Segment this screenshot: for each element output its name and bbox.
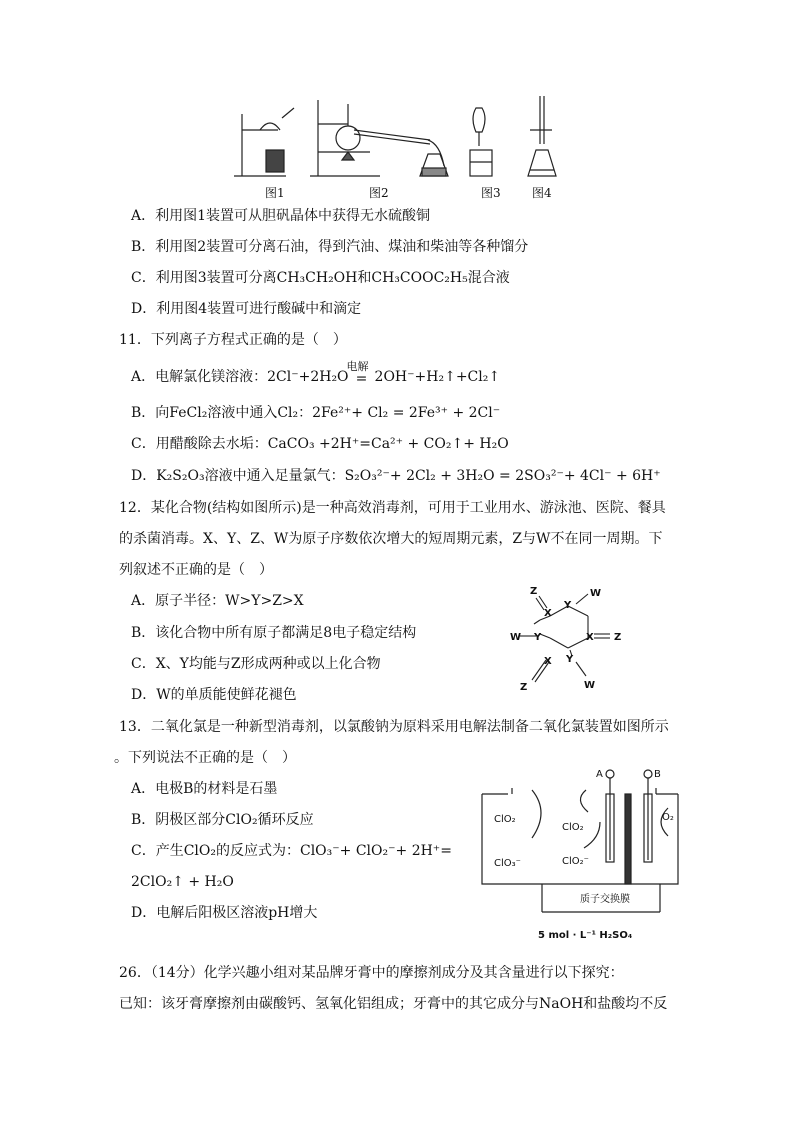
figure-caption-1: 图1 bbox=[265, 186, 285, 200]
q13-stem-line2: 。下列说法不正确的是（ ） bbox=[114, 750, 296, 766]
electrode-b-label: B bbox=[654, 769, 661, 780]
q13-stem-line1: 13．二氧化氯是一种新型消毒剂，以氯酸钠为原料采用电解法制备二氧化氯装置如图所示 bbox=[119, 719, 669, 735]
q11-option-a-prefix: A．电解氯化镁溶液：2Cl⁻+2H₂O bbox=[131, 369, 349, 385]
o2-label: O₂ bbox=[662, 812, 674, 823]
q13-option-b: B．阴极区部分ClO₂循环反应 bbox=[131, 812, 314, 828]
atom-w-bottom: W bbox=[584, 680, 596, 691]
atom-w-top: W bbox=[590, 588, 602, 599]
q10-option-a: A．利用图1装置可从胆矾晶体中获得无水硫酸铜 bbox=[131, 208, 431, 224]
q10-option-d: D．利用图4装置可进行酸碱中和滴定 bbox=[131, 301, 362, 317]
electrolysis-label: 电解 bbox=[346, 360, 369, 373]
figure-caption-3: 图3 bbox=[481, 186, 501, 200]
q11-option-a-suffix: 2OH⁻+H₂↑+Cl₂↑ bbox=[374, 369, 501, 385]
ring-structure bbox=[502, 586, 632, 696]
q13-option-c: C．产生ClO₂的反应式为：ClO₃⁻+ ClO₂⁻+ 2H⁺= bbox=[131, 843, 452, 859]
q26-line2: 已知：该牙膏摩擦剂由碳酸钙、氢氧化铝组成；牙膏中的其它成分与NaOH和盐酸均不反 bbox=[119, 996, 668, 1012]
clo2-mid-label: ClO₂ bbox=[562, 822, 584, 833]
q11-option-a bbox=[131, 360, 501, 388]
apparatus-figures bbox=[230, 94, 570, 180]
electrode-a-label: A bbox=[596, 769, 603, 780]
q11-option-b: B．向FeCl₂溶液中通入Cl₂：2Fe²⁺+ Cl₂ = 2Fe³⁺ + 2Cl⁻ bbox=[131, 405, 501, 421]
atom-z-right: Z bbox=[614, 632, 622, 643]
q26-line1: 26．（14分）化学兴趣小组对某品牌牙膏中的摩擦剂成分及其含量进行以下探究： bbox=[119, 965, 624, 981]
acid-label: 5 mol · L⁻¹ H₂SO₄ bbox=[538, 930, 633, 941]
q10-option-c: C．利用图3装置可分离CH₃CH₂OH和CH₃COOC₂H₅混合液 bbox=[131, 270, 510, 286]
q12-option-d: D．W的单质能使鲜花褪色 bbox=[131, 687, 297, 703]
membrane-label: 质子交换膜 bbox=[580, 894, 630, 905]
clo3-label: ClO₃⁻ bbox=[494, 858, 521, 869]
atom-y-bottom: Y bbox=[566, 654, 574, 665]
q12-option-c: C．X、Y均能与Z形成两种或以上化合物 bbox=[131, 656, 381, 672]
q11-option-c: C．用醋酸除去水垢：CaCO₃ +2H⁺=Ca²⁺ + CO₂↑+ H₂O bbox=[131, 436, 509, 452]
atom-x-right: X bbox=[586, 632, 594, 643]
atom-x-left: X bbox=[544, 608, 552, 619]
electrolysis-condition bbox=[346, 360, 375, 388]
clo2-left-label: ClO₂ bbox=[494, 814, 516, 825]
q13-option-d: D．电解后阳极区溶液pH增大 bbox=[131, 905, 318, 921]
figure-caption-2: 图2 bbox=[369, 186, 389, 200]
figure-caption-4: 图4 bbox=[532, 186, 552, 200]
q12-stem-line2: 的杀菌消毒。X、Y、Z、W为原子序数依次增大的短周期元素，Z与W不在同一周期。下 bbox=[119, 531, 663, 547]
q11-option-d: D．K₂S₂O₃溶液中通入足量氯气：S₂O₃²⁻+ 2Cl₂ + 3H₂O = 2SO₃²⁻+ 4Cl⁻ + 6H⁺ bbox=[131, 468, 661, 484]
q11-stem: 11．下列离子方程式正确的是（ ） bbox=[119, 332, 347, 348]
q10-option-b: B．利用图2装置可分离石油，得到汽油、煤油和柴油等各种馏分 bbox=[131, 239, 529, 255]
atom-y-top: Y bbox=[564, 600, 572, 611]
q12-stem-line1: 12．某化合物(结构如图所示)是一种高效消毒剂，可用于工业用水、游泳池、医院、餐具 bbox=[119, 500, 666, 516]
atom-y-left: Y bbox=[534, 632, 542, 643]
clo2-minus-label: ClO₂⁻ bbox=[562, 856, 589, 867]
atom-x-bottom: X bbox=[544, 656, 552, 667]
q12-stem-line3: 列叙述不正确的是（ ） bbox=[119, 562, 273, 578]
q12-option-b: B．该化合物中所有原子都满足8电子稳定结构 bbox=[131, 625, 417, 641]
atom-z-top: Z bbox=[530, 586, 538, 597]
q13-option-a: A．电极B的材料是石墨 bbox=[131, 781, 278, 797]
q13-option-c-cont: 2ClO₂↑ + H₂O bbox=[131, 874, 234, 890]
equals-sign: = bbox=[355, 371, 368, 387]
atom-z-bottom: Z bbox=[520, 682, 528, 693]
q12-option-a: A．原子半径：W>Y>Z>X bbox=[131, 593, 304, 609]
electrolysis-apparatus bbox=[480, 764, 690, 944]
atom-w-left: W bbox=[510, 632, 522, 643]
